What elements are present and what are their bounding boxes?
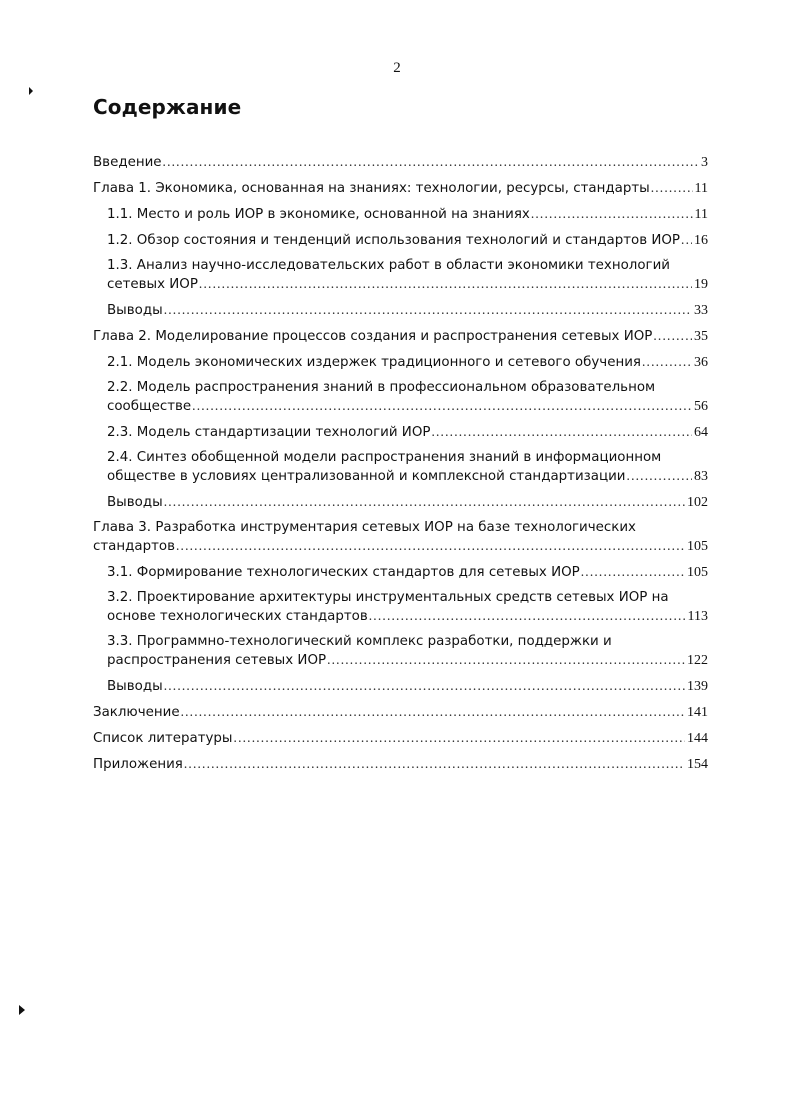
toc-entry-page: 141: [687, 705, 708, 720]
toc-entry-page: 33: [694, 303, 708, 318]
toc-entry[interactable]: [0, 519, 708, 563]
toc-entry-row: [107, 353, 708, 372]
toc-entry[interactable]: [0, 231, 708, 257]
toc-entry-page: 19: [694, 277, 708, 292]
toc-entry-title: основе технологических стандартов: [107, 609, 368, 624]
toc-entry-title: Глава 2. Моделирование процессов создания и распространения сетевых ИОР: [93, 329, 653, 344]
toc-entry-title-line: 3.3. Программно-технологический комплекс разработки, поддержки и: [107, 634, 612, 649]
toc-entry-row: [93, 703, 708, 722]
table-of-contents: [0, 153, 794, 781]
toc-entry-row: [107, 467, 708, 486]
toc-entry[interactable]: [0, 153, 708, 179]
toc-entry-page: 113: [687, 609, 708, 624]
toc-entry-title: 2.3. Модель стандартизации технологий ИОР: [107, 425, 431, 440]
toc-entry[interactable]: [0, 677, 708, 703]
toc-entry-row: [93, 729, 708, 748]
toc-entry-row: [107, 231, 708, 250]
toc-entry-row: [107, 205, 708, 224]
toc-entry-row: [107, 607, 708, 626]
toc-entry-title: обществе в условиях централизованной и комплексной стандартизации: [107, 469, 626, 484]
toc-entry-row: [107, 423, 708, 442]
toc-entry-row: [107, 677, 708, 696]
dot-leader: [164, 677, 685, 695]
toc-entry-title: стандартов: [93, 539, 175, 554]
toc-entry[interactable]: [0, 729, 708, 755]
toc-entry-title: 3.1. Формирование технологических стандартов для сетевых ИОР: [107, 565, 580, 580]
toc-entry[interactable]: [0, 589, 708, 633]
toc-entry-title: Глава 1. Экономика, основанная на знаниях: технологии, ресурсы, стандарты: [93, 181, 650, 196]
toc-entry-page: 64: [694, 425, 708, 440]
dot-leader: [369, 607, 686, 625]
toc-entry-page: 16: [694, 233, 708, 248]
dot-leader: [164, 301, 692, 319]
toc-entry-page: 3: [701, 155, 708, 170]
toc-entry[interactable]: [0, 205, 708, 231]
dot-leader: [327, 651, 685, 669]
toc-entry-page: 139: [687, 679, 708, 694]
toc-entry-row: [93, 153, 708, 172]
toc-entry-page: 105: [687, 565, 708, 580]
toc-entry-title: 1.2. Обзор состояния и тенденций использования технологий и стандартов ИОР: [107, 233, 681, 248]
toc-entry[interactable]: [0, 703, 708, 729]
dot-leader: [234, 729, 685, 747]
dot-leader: [531, 205, 693, 223]
dot-leader: [181, 703, 685, 721]
dot-leader: [164, 493, 685, 511]
toc-entry-page: 154: [687, 757, 708, 772]
scan-marker-icon: [29, 87, 33, 95]
toc-entry-title-line: 3.2. Проектирование архитектуры инструментальных средств сетевых ИОР на: [107, 590, 669, 605]
toc-entry[interactable]: [0, 301, 708, 327]
dot-leader: [163, 153, 699, 171]
toc-entry-page: 144: [687, 731, 708, 746]
dot-leader: [176, 537, 685, 555]
toc-entry-page: 83: [694, 469, 708, 484]
toc-entry-title: сообществе: [107, 399, 192, 414]
scan-marker-icon: [19, 1005, 25, 1015]
toc-entry-row: [93, 179, 708, 198]
toc-entry-title-line: 2.4. Синтез обобщенной модели распространения знаний в информационном: [107, 450, 662, 465]
toc-entry-row: [93, 755, 708, 774]
dot-leader: [627, 467, 692, 485]
toc-entry[interactable]: [0, 493, 708, 519]
toc-entry-row: [107, 301, 708, 320]
toc-entry-title: Список литературы: [93, 731, 233, 746]
dot-leader: [581, 563, 685, 581]
toc-entry-title: 2.1. Модель экономических издержек традиционного и сетевого обучения: [107, 355, 641, 370]
dot-leader: [653, 327, 692, 345]
toc-entry-row: [107, 397, 708, 416]
page-number: 2: [393, 60, 401, 76]
dot-leader: [681, 231, 692, 249]
toc-entry-title-line: 2.2. Модель распространения знаний в профессиональном образовательном: [107, 380, 656, 395]
toc-entry-page: 105: [687, 539, 708, 554]
toc-entry-row: [107, 493, 708, 512]
toc-entry-page: 36: [694, 355, 708, 370]
toc-entry[interactable]: [0, 563, 708, 589]
toc-entry-page: 11: [694, 207, 708, 222]
dot-leader: [431, 423, 692, 441]
toc-entry-title: сетевых ИОР: [107, 277, 198, 292]
toc-entry[interactable]: [0, 257, 708, 301]
toc-entry-title: 1.1. Место и роль ИОР в экономике, основанной на знаниях: [107, 207, 530, 222]
toc-entry-page: 56: [694, 399, 708, 414]
toc-entry[interactable]: [0, 353, 708, 379]
toc-entry-row: [107, 651, 708, 670]
dot-leader: [199, 275, 692, 293]
toc-entry-row: [107, 563, 708, 582]
toc-entry-title: Введение: [93, 155, 162, 170]
toc-entry-row: [93, 327, 708, 346]
toc-entry-title: Выводы: [107, 303, 163, 318]
toc-heading: Содержание: [93, 95, 242, 119]
toc-entry-title-line: Глава 3. Разработка инструментария сетевых ИОР на базе технологических: [93, 520, 636, 535]
toc-entry-title: Приложения: [93, 757, 183, 772]
toc-entry[interactable]: [0, 327, 708, 353]
toc-entry-page: 35: [694, 329, 708, 344]
toc-entry[interactable]: [0, 755, 708, 781]
toc-entry[interactable]: [0, 179, 708, 205]
dot-leader: [642, 353, 692, 371]
toc-entry-title-line: 1.3. Анализ научно-исследовательских работ в области экономики технологий: [107, 258, 670, 273]
toc-entry-page: 11: [694, 181, 708, 196]
toc-entry[interactable]: [0, 633, 708, 677]
toc-entry-row: [93, 537, 708, 556]
toc-entry-title: Выводы: [107, 679, 163, 694]
dot-leader: [192, 397, 692, 415]
dot-leader: [184, 755, 685, 773]
dot-leader: [651, 179, 693, 197]
toc-entry-row: [107, 275, 708, 294]
toc-entry[interactable]: [0, 423, 708, 449]
toc-entry[interactable]: [0, 379, 708, 423]
toc-entry-page: 102: [687, 495, 708, 510]
toc-entry[interactable]: [0, 449, 708, 493]
toc-entry-title: Выводы: [107, 495, 163, 510]
toc-entry-title: распространения сетевых ИОР: [107, 653, 327, 668]
toc-entry-title: Заключение: [93, 705, 180, 720]
toc-entry-page: 122: [687, 653, 708, 668]
